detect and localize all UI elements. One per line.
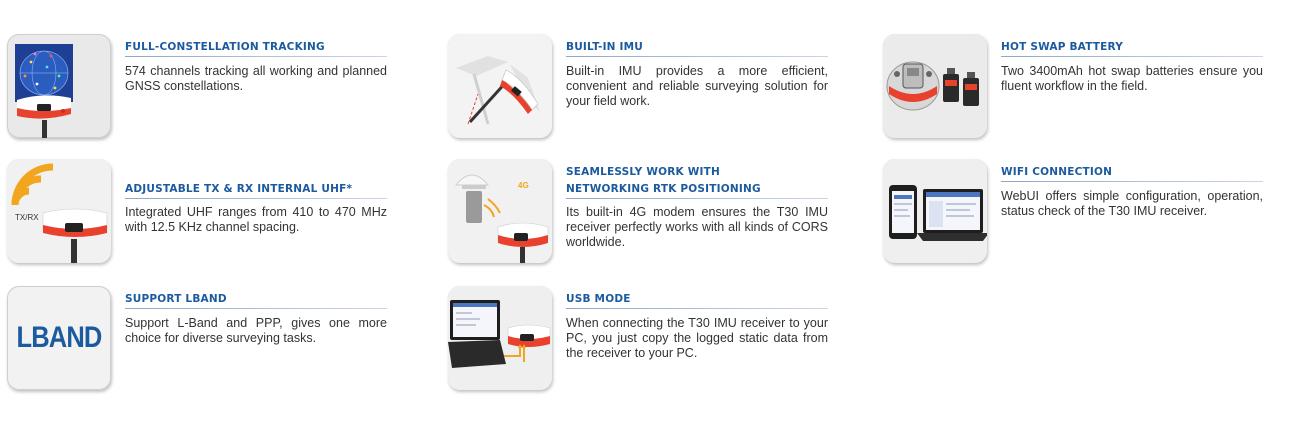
lband-logo-text: LBAND [16,321,102,354]
feature-title: FULL-CONSTELLATION TRACKING [125,41,325,53]
divider [566,56,828,57]
feature-usb [448,286,828,396]
feature-description: 574 channels tracking all working and planned GNSS constellations. [125,64,387,93]
usb-laptop-icon [448,286,552,390]
feature-title-line2: NETWORKING RTK POSITIONING [566,183,761,195]
feature-description: When connecting the T30 IMU receiver to your PC, you just copy the logged static data from the receiver to your PC. [566,316,828,360]
feature-description: Support L-Band and PPP, gives one more choice for diverse surveying tasks. [125,316,387,345]
divider [566,198,828,199]
feature-title: HOT SWAP BATTERY [1001,41,1124,53]
feature-title: USB MODE [566,293,631,305]
lband-icon [7,286,111,390]
feature-networking [448,159,828,269]
globe-receiver-icon [7,34,111,138]
battery-icon [883,34,987,138]
feature-title: SUPPORT LBAND [125,293,227,305]
feature-wifi [883,159,1263,269]
feature-description: Built-in IMU provides a more efficient, convenient and reliable surveying solution for your field work. [566,64,828,108]
feature-imu [448,34,828,144]
divider [1001,181,1263,182]
feature-title-line1: SEAMLESSLY WORK WITH [566,166,720,178]
radio-waves-icon [7,159,111,263]
tilted-pole-icon [448,34,552,138]
tx-rx-label: TX/RX [15,213,39,222]
feature-title: BUILT-IN IMU [566,41,643,53]
divider [125,198,387,199]
4g-label: 4G [518,181,529,190]
feature-title: ADJUSTABLE TX & RX INTERNAL UHF* [125,183,353,195]
divider [566,308,828,309]
feature-description: Integrated UHF ranges from 410 to 470 MHz with 12.5 KHz channel spacing. [125,205,387,234]
phone-laptop-icon [883,159,987,263]
feature-description: Its built-in 4G modem ensures the T30 IMU receiver perfectly works with all kinds of CORS worldwide. [566,205,828,249]
feature-battery [883,34,1263,144]
feature-title: WIFI CONNECTION [1001,166,1113,178]
feature-uhf [7,159,387,269]
feature-lband [7,286,387,396]
divider [125,56,387,57]
feature-title [566,164,828,198]
feature-description: Two 3400mAh hot swap batteries ensure you fluent workflow in the field. [1001,64,1263,93]
feature-description: WebUI offers simple configuration, operation, status check of the T30 IMU receiver. [1001,189,1263,218]
divider [125,308,387,309]
feature-tracking [7,34,387,144]
cellular-4g-icon [448,159,552,263]
divider [1001,56,1263,57]
